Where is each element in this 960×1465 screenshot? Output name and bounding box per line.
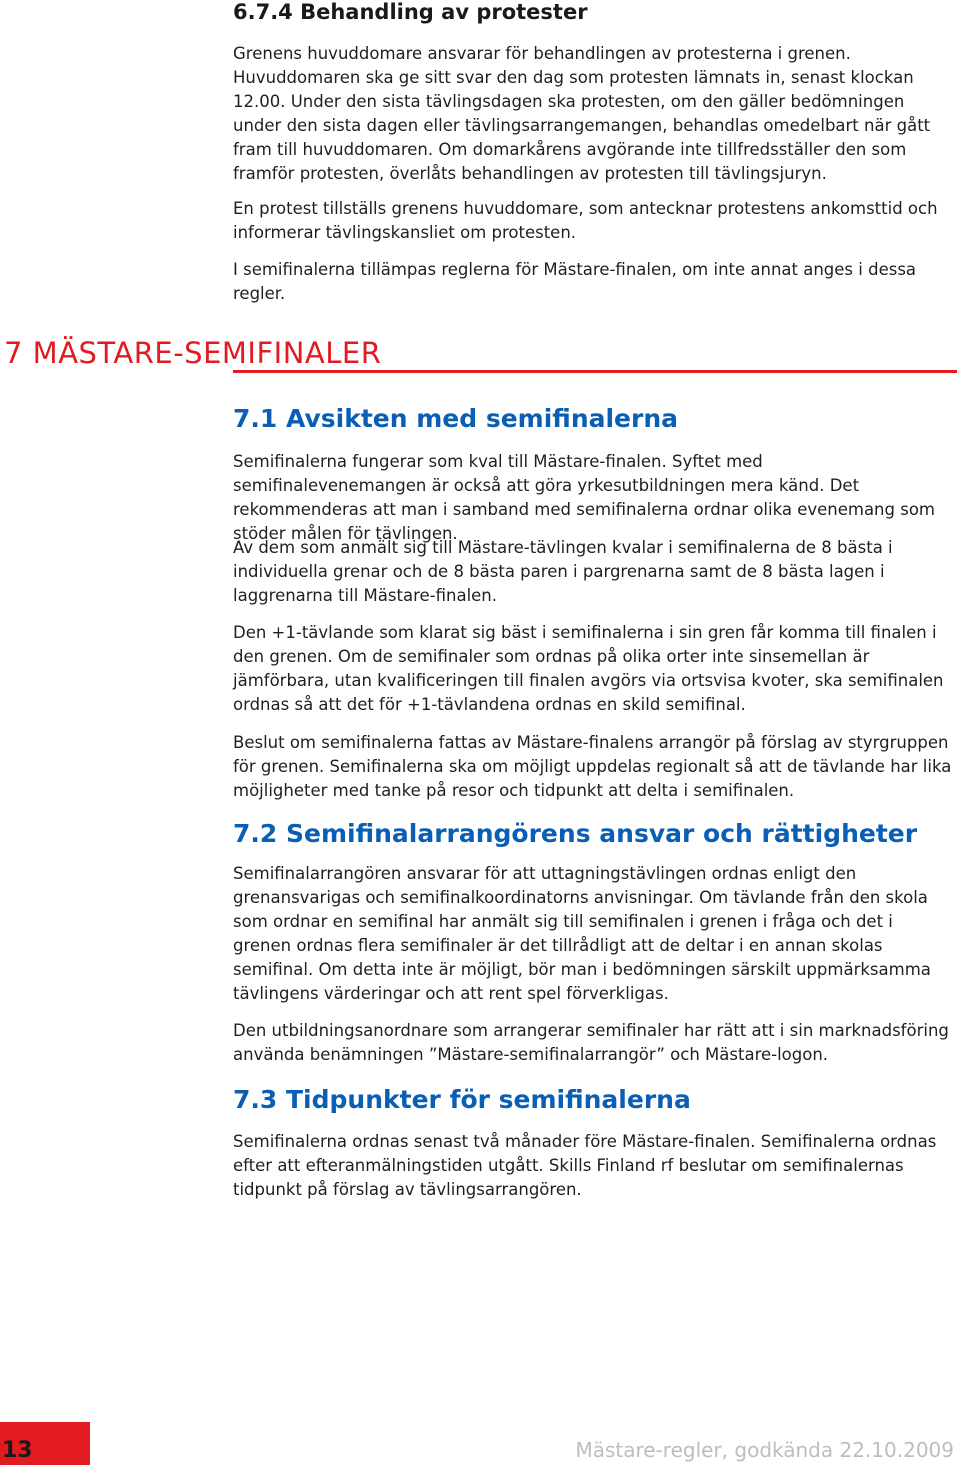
chapter-title: 7 MÄSTARE-SEMIFINALER: [4, 336, 382, 370]
paragraph: I semifinalerna tillämpas reglerna för Mästare-finalen, om inte annat anges i dessa regler.: [233, 260, 917, 303]
paragraph: Semifinalarrangören ansvarar för att uttagningstävlingen ordnas enligt den grenansvarigas och semifinalkoordinatorns anvisningar. Om tävlande från den skola som ordnar en semifinal har anmält sig till semifinalen i grenen i fråga och det i grenen ordnas flera semifinaler är det tillrådligt att de deltar i en annan skolas semifinal. Om detta inte är möjligt, bör man i bedömningen särskilt uppmärksamma tävlingens värderingar och att rent spel förverkligas.: [233, 864, 931, 1003]
section-heading-6-7-4: 6.7.4 Behandling av protester: [233, 0, 588, 24]
section-heading-7-2: 7.2 Semifinalarrangörens ansvar och rättigheter: [233, 819, 918, 848]
section-heading-7-1: 7.1 Avsikten med semifinalerna: [233, 404, 679, 433]
paragraph: Den +1-tävlande som klarat sig bäst i semifinalerna i sin gren får komma till finalen i den grenen. Om de semifinaler som ordnas på olika orter inte sinsemellan är jämförbara, utan kvalificeringen till finalen avgörs via ortsvisa kvoter, ska semifinalen ordnas så att det för +1-tävlandena ordnas en skild semifinal.: [233, 623, 944, 714]
section-heading-7-3: 7.3 Tidpunkter för semifinalerna: [233, 1085, 691, 1114]
paragraph: Beslut om semifinalerna fattas av Mästare-finalens arrangör på förslag av styrgruppen för grenen. Semifinalerna ska om möjligt uppdelas regionalt så att de tävlande har lika möjligheter med tanke på resor och tidpunkt att delta i semifinalen.: [233, 733, 952, 800]
paragraph: Av dem som anmält sig till Mästare-tävlingen kvalar i semifinalerna de 8 bästa i individuella grenar och de 8 bästa paren i pargrenarna samt de 8 bästa lagen i laggrenarna till Mästare-finalen.: [233, 538, 893, 605]
paragraph: En protest tillställs grenens huvuddomare, som antecknar protestens ankomsttid och informerar tävlingskansliet om protesten.: [233, 199, 938, 242]
paragraph: Grenens huvuddomare ansvarar för behandlingen av protesterna i grenen. Huvuddomaren ska ge sitt svar den dag som protesten lämnats in, senast klockan 12.00. Under den sista tävlingsdagen ska protesten, om den gäller bedömningen under den sista dagen eller tävlingsarrangemangen, behandlas omedelbart när gått fram till huvuddomaren. Om domarkårens avgörande inte tillfredsställer den som framför protesten, överlåts behandlingen av protesten till tävlingsjuryn.: [233, 44, 931, 183]
page-number: 13: [2, 1438, 33, 1463]
chapter-divider: [233, 370, 957, 373]
paragraph: Den utbildningsanordnare som arrangerar semifinaler har rätt att i sin marknadsföring använda benämningen ”Mästare-semifinalarrangör” och Mästare-logon.: [233, 1021, 949, 1064]
paragraph: Semifinalerna ordnas senast två månader före Mästare-finalen. Semifinalerna ordnas efter att efteranmälningstiden utgått. Skills Finland rf beslutar om semifinalernas tidpunkt på förslag av tävlingsarrangören.: [233, 1132, 937, 1199]
footer-text: Mästare-regler, godkända 22.10.2009: [575, 1438, 954, 1462]
paragraph: Semifinalerna fungerar som kval till Mästare-finalen. Syftet med semifinalevenemangen är också att göra yrkesutbildningen mera känd. Det rekommenderas att man i samband med semifinalerna ordnar olika evenemang som stöder målen för tävlingen.: [233, 452, 935, 543]
